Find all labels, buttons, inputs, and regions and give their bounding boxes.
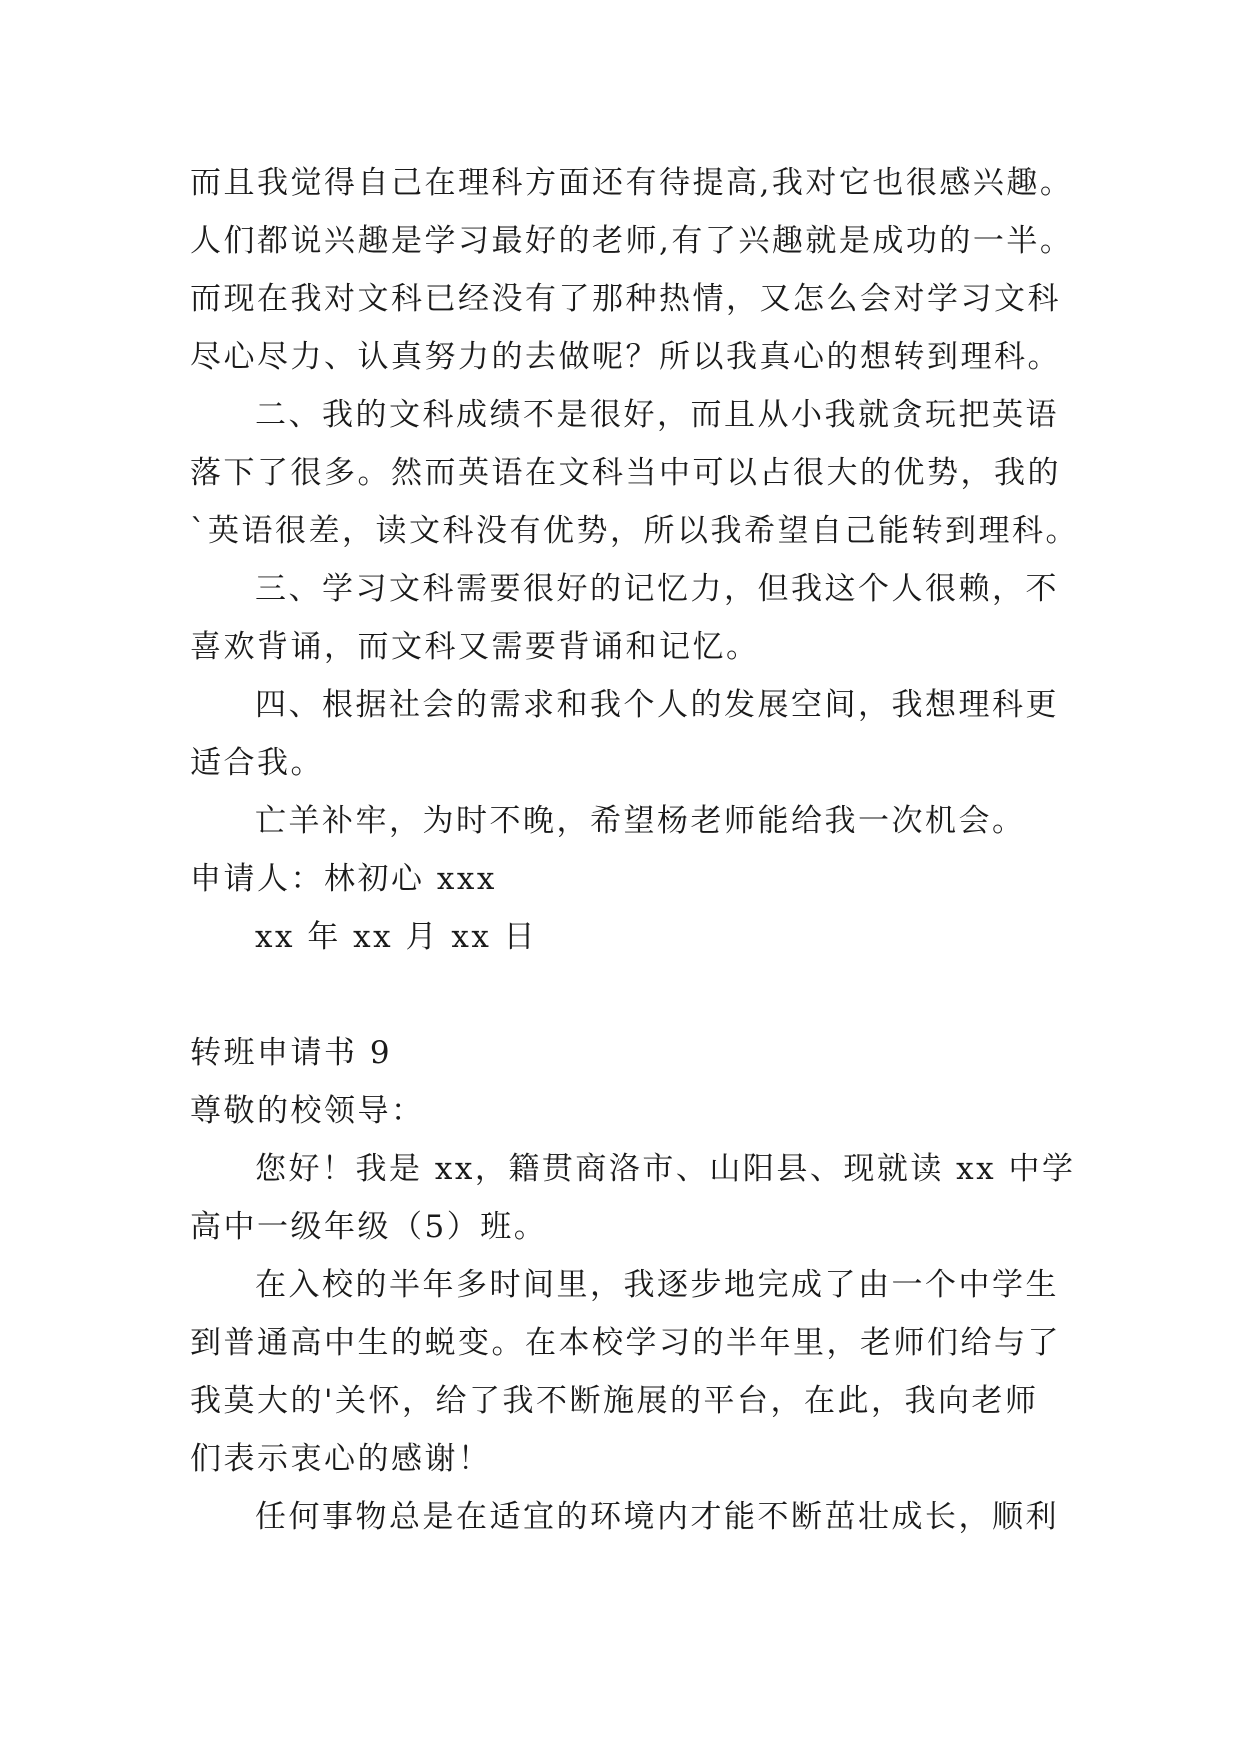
body-line: 高中一级年级（5）班。: [190, 1209, 548, 1245]
paragraph-start-line: 四、根据社会的需求和我个人的发展空间，我想理科更: [255, 687, 1059, 723]
applicant-signature: 申请人：林初心 xxx: [190, 861, 497, 897]
paragraph-start-line: 任何事物总是在适宜的环境内才能不断茁壮成长，顺利: [255, 1499, 1059, 1535]
paragraph-start-line: 三、学习文科需要很好的记忆力，但我这个人很赖，不: [255, 571, 1059, 607]
section-title: 转班申请书 9: [190, 1035, 393, 1071]
body-line: 喜欢背诵，而文科又需要背诵和记忆。: [190, 629, 760, 665]
body-line: `英语很差，读文科没有优势，所以我希望自己能转到理科。: [190, 513, 1079, 549]
body-line: 我莫大的'关怀，给了我不断施展的平台，在此，我向老师: [190, 1383, 1039, 1419]
paragraph-start-line: 二、我的文科成绩不是很好，而且从小我就贪玩把英语: [255, 397, 1059, 433]
body-line: 而且我觉得自己在理科方面还有待提高,我对它也很感兴趣。: [190, 165, 1074, 201]
paragraph-start-line: 在入校的半年多时间里，我逐步地完成了由一个中学生: [255, 1267, 1059, 1303]
body-line: 们表示衷心的感谢！: [190, 1441, 492, 1477]
body-line: 而现在我对文科已经没有了那种热情，又怎么会对学习文科: [190, 281, 1061, 317]
closing-line: 亡羊补牢，为时不晚，希望杨老师能给我一次机会。: [255, 803, 1026, 839]
body-line: 到普通高中生的蜕变。在本校学习的半年里，老师们给与了: [190, 1325, 1061, 1361]
body-line: 落下了很多。然而英语在文科当中可以占很大的优势，我的: [190, 455, 1061, 491]
paragraph-start-line: 您好！我是 xx，籍贯商洛市、山阳县、现就读 xx 中学: [255, 1151, 1076, 1187]
body-line: 人们都说兴趣是学习最好的老师,有了兴趣就是成功的一半。: [190, 223, 1074, 259]
salutation: 尊敬的校领导：: [190, 1093, 425, 1129]
date-line: xx 年 xx 月 xx 日: [255, 919, 538, 955]
body-line: 尽心尽力、认真努力的去做呢？所以我真心的想转到理科。: [190, 339, 1061, 375]
body-line: 适合我。: [190, 745, 324, 781]
